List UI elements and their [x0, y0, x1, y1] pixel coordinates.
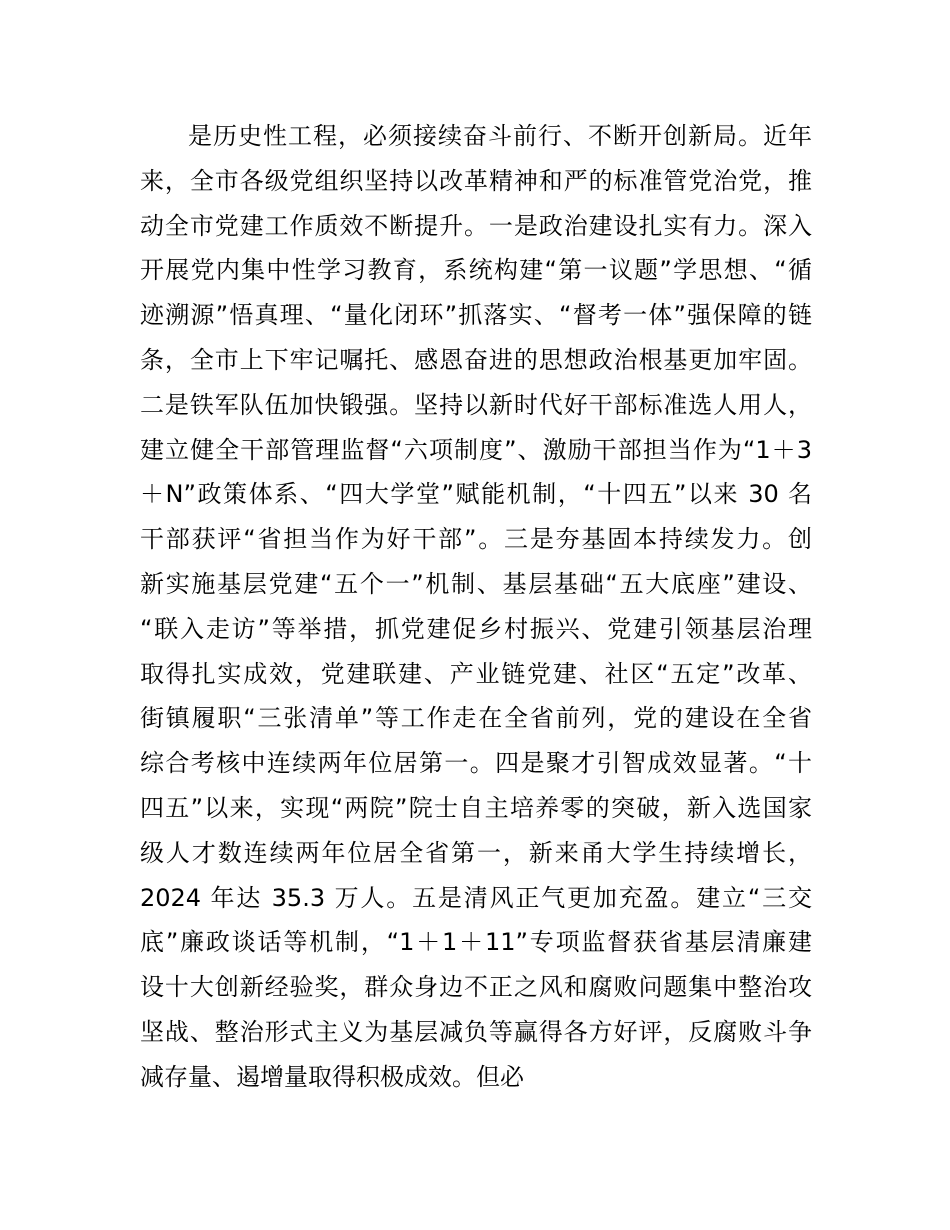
text-line-16: 四五”以来，实现“两院”院士自主培养零的突破，新入选国家 — [140, 793, 812, 822]
text-line-21: 坚战、整治形式主义为基层减负等赢得各方好评，反腐败斗争 — [140, 1017, 812, 1046]
text-line-20: 设十大创新经验奖，群众身边不正之风和腐败问题集中整治攻 — [140, 973, 812, 1002]
text-line-2: 来，全市各级党组织坚持以改革精神和严的标准管党治党，推 — [140, 166, 812, 195]
text-line-15: 综合考核中连续两年位居第一。四是聚才引智成效显著。“十 — [140, 749, 812, 778]
text-line-19: 底”廉政谈话等机制，“1＋1＋11”专项监督获省基层清廉建 — [140, 928, 812, 957]
text-line-22: 减存量、遏增量取得积极成效。但必 — [140, 1062, 524, 1091]
text-line-18: 2024 年达 35.3 万人。五是清风正气更加充盈。建立“三交 — [140, 883, 812, 912]
body-paragraph — [140, 114, 812, 1100]
text-line-11: 新实施基层党建“五个一”机制、基层基础“五大底座”建设、 — [140, 569, 812, 598]
text-line-10: 干部获评“省担当作为好干部”。三是夯基固本持续发力。创 — [140, 525, 812, 554]
text-line-6: 条，全市上下牢记嘱托、感恩奋进的思想政治根基更加牢固。 — [140, 345, 812, 374]
text-line-3: 动全市党建工作质效不断提升。一是政治建设扎实有力。深入 — [140, 211, 812, 240]
text-line-12: “联入走访”等举措，抓党建促乡村振兴、党建引领基层治理 — [140, 614, 812, 643]
text-line-1: 是历史性工程，必须接续奋斗前行、不断开创新局。近年 — [188, 122, 812, 150]
text-line-17: 级人才数连续两年位居全省第一，新来甬大学生持续增长， — [140, 838, 812, 867]
text-line-7: 二是铁军队伍加快锻强。坚持以新时代好干部标准选人用人， — [140, 390, 812, 419]
text-line-13: 取得扎实成效，党建联建、产业链党建、社区“五定”改革、 — [140, 659, 812, 688]
text-line-9: ＋N”政策体系、“四大学堂”赋能机制，“十四五”以来 30 名 — [140, 480, 812, 509]
text-line-4: 开展党内集中性学习教育，系统构建“第一议题”学思想、“循 — [140, 256, 812, 285]
text-line-8: 建立健全干部管理监督“六项制度”、激励干部担当作为“1＋3 — [140, 435, 812, 464]
text-line-14: 街镇履职“三张清单”等工作走在全省前列，党的建设在全省 — [140, 704, 812, 733]
text-line-5: 迹溯源”悟真理、“量化闭环”抓落实、“督考一体”强保障的链 — [140, 301, 812, 330]
